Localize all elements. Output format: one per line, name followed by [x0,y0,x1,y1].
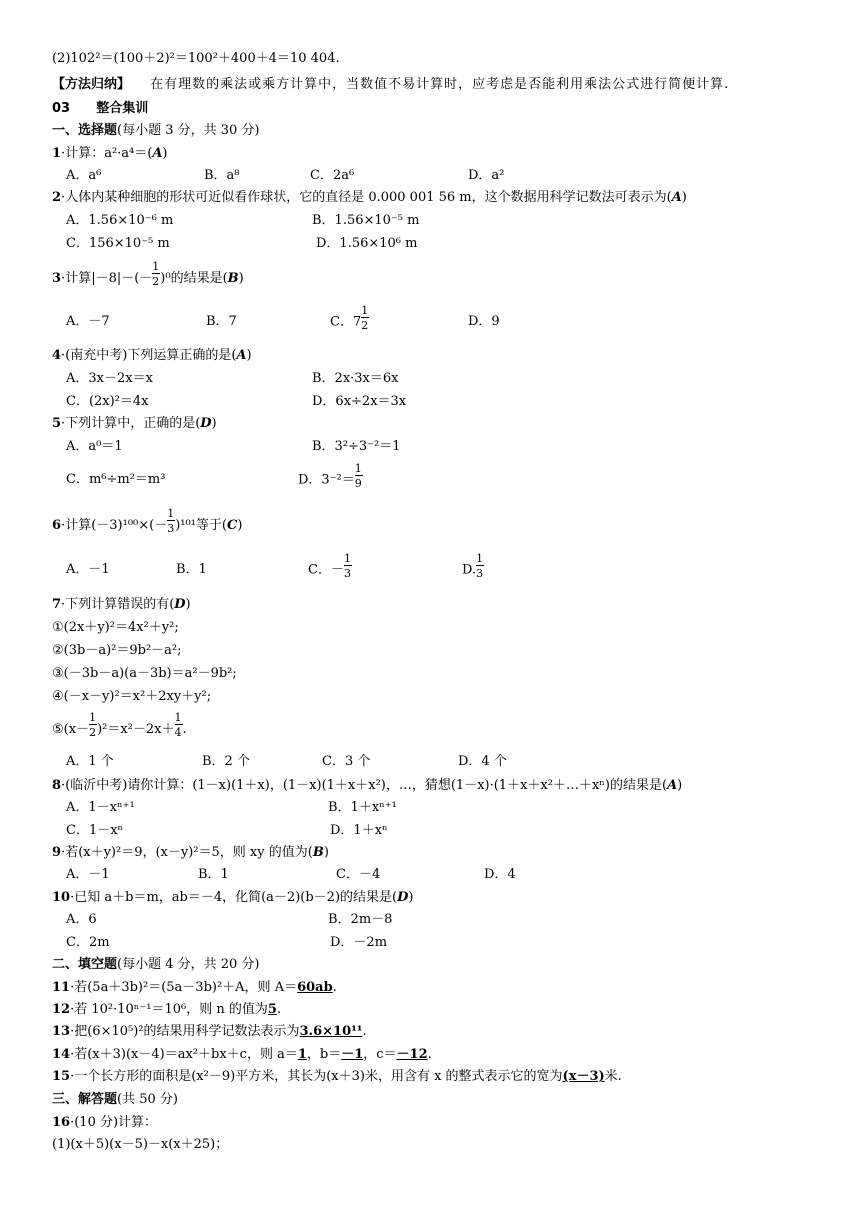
q7-option-b: B．2 个 [202,754,250,769]
part1-note: (每小题 3 分，共 30 分) [117,123,260,138]
q-dot: · [61,190,66,205]
q15-number: 15 [52,1069,71,1084]
section-heading [52,101,148,117]
q13-number: 13 [52,1024,71,1039]
q6-text: 计算(－3)¹⁰⁰×(－ [65,517,168,533]
q4-option-b: B．2x·3x＝6x [312,371,399,386]
q10-option-c: C．2m [66,935,110,950]
q4-answer: A [236,348,247,363]
q1-stem [52,146,168,162]
q5-number: 5 [52,416,62,431]
q6-text2: )¹⁰¹等于( [175,517,227,533]
fraction-denominator: 3 [343,567,351,580]
fraction-denominator: 3 [476,567,484,580]
q6-option-c [308,552,352,580]
q2-option-c: C．156×10⁻⁵ m [66,236,170,251]
q8-option-a: A．1－xⁿ⁺¹ [66,800,135,815]
q7-item-5-part-b: )²＝x²－2x＋ [97,721,175,737]
q8-option-d: D．1＋xⁿ [330,823,388,838]
q3-text: 计算|－8|－(－ [65,270,153,286]
part3-title: 三、解答题 [52,1092,118,1107]
fraction-denominator: 2 [89,726,97,739]
q10-option-a: A．6 [66,912,97,927]
q11-number: 11 [52,980,71,995]
q15 [52,1069,622,1085]
q-dot: · [70,1047,75,1062]
q8-close: ) [677,778,683,793]
q2-option-d: D．1.56×10⁶ m [316,236,418,251]
q9-option-d: D．4 [484,867,516,882]
q12 [52,1002,281,1018]
fraction-numerator: 1 [174,711,182,724]
q7-item-2: ②(3b－a)²＝9b²－a²; [52,643,182,658]
q8-number: 8 [52,778,62,793]
q11-answer: 60ab [297,980,333,995]
q7-item-1: ①(2x＋y)²＝4x²＋y²; [52,620,179,635]
q3-fraction [152,260,160,288]
q4-text: (南充中考)下列运算正确的是( [65,348,237,363]
q10-stem [52,890,413,906]
q3-fraction-numerator: 1 [152,260,160,273]
q2-text: 人体内某种细胞的形状可近似看作球状，它的直径是 0.000 001 56 m，这个数据用科学记数法可表示为( [65,190,672,205]
q4-option-c: C．(2x)²＝4x [66,394,149,409]
q12-number: 12 [52,1002,71,1017]
q9-option-b: B．1 [198,867,229,882]
q7-item-5 [52,711,187,739]
q7-option-a: A．1 个 [66,754,114,769]
q4-option-d: D．6x÷2x＝3x [312,394,407,409]
fraction-denominator: 9 [354,477,362,490]
q-dot: · [70,1069,75,1084]
q7-item-5-end: . [182,721,187,737]
q3-number: 3 [52,270,62,286]
q7-item [52,620,179,636]
q7-item [52,666,237,682]
q6-option-c-fraction [343,552,352,580]
q8-answer: A [667,778,678,793]
q6-option-d-fraction [476,552,484,580]
part1-heading [52,123,260,139]
q9-stem [52,845,329,861]
q10-number: 10 [52,890,71,905]
q-dot: · [70,1024,75,1039]
q3-stem [52,260,244,288]
fraction-denominator: 4 [174,726,182,739]
q16-sub1 [52,1137,228,1153]
q12-text: 若 10²·10ⁿ⁻¹＝10⁶，则 n 的值为 [74,1002,268,1017]
q1-option-d: D．a² [468,168,505,183]
q6-option-c-label: C．－ [308,562,344,578]
q6-answer: C [226,517,238,533]
q5-option-a: A．a⁰＝1 [66,439,123,454]
q7-number: 7 [52,597,62,612]
section-number: 03 [52,101,71,116]
q7-answer: D [174,597,186,612]
q7-item [52,689,211,705]
q6-stem [52,507,243,535]
q2-stem [52,190,687,206]
q1-text: 计算：a²·a⁴＝( [65,146,153,161]
fraction-numerator: 1 [167,507,175,520]
q5-answer: D [200,416,212,431]
q7-option-d: D．4 个 [458,754,507,769]
q5-option-d-fraction [354,462,363,490]
q9-answer: B [312,845,324,860]
q6-option-d [462,552,484,580]
q1-close: ) [162,146,168,161]
q3-fraction-denominator: 2 [152,275,160,288]
q7-item-5-part-a: ⑤(x－ [52,721,90,737]
q4-option-a: A．3x－2x＝x [66,371,153,386]
method-summary [52,77,729,93]
q2-option-b: B．1.56×10⁻⁵ m [312,213,420,228]
section-title: 整合集训 [96,101,149,116]
method-text: 在有理数的乘法或乘方计算中，当数值不易计算时，应考虑是否能利用乘法公式进行简便计算. [150,77,730,92]
q6-option-a: A．－1 [66,562,110,577]
q16-text: (10 分)计算： [74,1115,158,1130]
q7-stem [52,597,191,613]
method-tag: 【方法归纳】 [52,77,131,92]
q14-answer-a: 1 [297,1047,307,1062]
q4-stem [52,348,252,364]
q12-answer: 5 [267,1002,277,1017]
q7-option-c: C．3 个 [322,754,371,769]
q15-answer: (x－3) [562,1069,605,1084]
q-dot: · [61,597,66,612]
fraction-numerator: 1 [89,711,97,724]
q15-text: 一个长方形的面积是(x²－9)平方米，其长为(x＋3)米，用含有 x 的整式表示它的宽为 [74,1069,563,1084]
q5-stem [52,416,217,432]
q3-close: ) [238,270,244,286]
q10-close: ) [408,890,414,905]
q8-text: (临沂中考)请你计算：(1－x)(1＋x)，(1－x)(1＋x＋x²)，…，猜想(1－x)·(1＋x＋x²＋…＋xⁿ)的结果是( [65,778,668,793]
part3-heading [52,1092,178,1108]
q13-text: 把(6×10⁵)²的结果用科学记数法表示为 [74,1024,300,1039]
part2-title: 二、填空题 [52,957,118,972]
q14-mid1: ，b＝ [306,1047,342,1062]
q3-answer: B [227,270,239,286]
q9-close: ) [323,845,329,860]
q7-text: 下列计算错误的有( [65,597,175,612]
q9-option-c: C．－4 [336,867,381,882]
q11 [52,980,337,996]
q6-fraction [167,507,175,535]
q9-option-a: A．－1 [66,867,110,882]
q1-option-c: C．2a⁶ [310,168,355,183]
q6-number: 6 [52,517,62,533]
q4-close: ) [246,348,252,363]
q-dot: · [61,778,66,793]
q-dot: · [61,845,66,860]
q8-option-c: C．1－xⁿ [66,823,124,838]
q14-answer-b: －1 [341,1047,364,1062]
q2-option-a: A．1.56×10⁻⁶ m [66,213,174,228]
q8-stem [52,778,682,794]
q-dot: · [70,1002,75,1017]
q2-number: 2 [52,190,62,205]
q6-option-b: B．1 [176,562,207,577]
q10-answer: D [397,890,409,905]
q-dot: · [61,348,66,363]
q14-mid2: ，c＝ [363,1047,397,1062]
q14-number: 14 [52,1047,71,1062]
q3-option-b: B．7 [206,314,237,329]
fraction-numerator: 1 [361,304,369,317]
q3-option-c-fraction [361,304,369,332]
q10-option-b: B．2m－8 [328,912,393,927]
q5-text: 下列计算中，正确的是( [65,416,201,431]
q10-text: 已知 a＋b＝m，ab＝－4，化简(a－2)(b－2)的结果是( [74,890,398,905]
part1-title: 一、选择题 [52,123,118,138]
q2-close: ) [681,190,687,205]
q3-text2: )⁰的结果是( [160,270,228,286]
q5-option-b: B．3²÷3⁻²＝1 [312,439,401,454]
fraction-numerator: 1 [354,462,362,475]
q11-text: 若(5a＋3b)²＝(5a－3b)²＋A，则 A＝ [74,980,298,995]
fraction-denominator: 3 [167,522,175,535]
intro-line [52,51,340,67]
q13-answer: 3.6×10¹¹ [299,1024,363,1039]
fraction-denominator: 2 [361,319,369,332]
q6-option-d-label: D. [462,562,477,578]
part2-note: (每小题 4 分，共 20 分) [117,957,260,972]
q-dot: · [61,517,66,533]
fraction-numerator: 1 [343,552,351,565]
q14 [52,1047,432,1063]
q3-option-c-label: C．7 [330,314,362,330]
q-dot: · [61,146,66,161]
q10-option-d: D．－2m [330,935,388,950]
q8-option-b: B．1＋xⁿ⁺¹ [328,800,397,815]
q11-end: . [332,980,337,995]
intro-text: (2)102²＝(100＋2)²＝100²＋400＋4＝10 404. [52,51,340,66]
q9-number: 9 [52,845,62,860]
q5-option-d-label: D．3⁻²＝ [298,472,355,488]
q16-stem [52,1115,157,1131]
q7-item-5-fraction-2 [174,711,183,739]
q-dot: · [70,980,75,995]
part3-note: (共 50 分) [117,1092,178,1107]
q16-number: 16 [52,1115,71,1130]
q3-option-a: A．－7 [66,314,110,329]
q5-option-c: C．m⁶÷m²＝m³ [66,472,166,487]
q-dot: · [70,890,75,905]
q13 [52,1024,367,1040]
q14-answer-c: －12 [396,1047,428,1062]
q7-item-3: ③(－3b－a)(a－3b)＝a²－9b²; [52,666,237,681]
q14-text: 若(x＋3)(x－4)＝ax²＋bx＋c，则 a＝ [74,1047,298,1062]
q9-text: 若(x＋y)²＝9，(x－y)²＝5，则 xy 的值为( [65,845,313,860]
q3-option-c [330,304,369,332]
q3-option-d: D．9 [468,314,500,329]
q1-option-a: A．a⁶ [66,168,102,183]
q1-number: 1 [52,146,62,161]
q-dot: · [61,416,66,431]
part2-heading [52,957,260,973]
q7-item-5-fraction-1 [89,711,97,739]
q1-answer: A [152,146,163,161]
q14-end: . [427,1047,432,1062]
q15-end: 米. [604,1069,622,1084]
q4-number: 4 [52,348,62,363]
q7-item [52,643,182,659]
q12-end: . [276,1002,282,1017]
q5-option-d [298,462,363,490]
fraction-numerator: 1 [476,552,484,565]
q16-sub1-text: (1)(x＋5)(x－5)－x(x＋25)； [52,1137,229,1152]
q7-item-4: ④(－x－y)²＝x²＋2xy＋y²; [52,689,212,704]
q-dot: · [70,1115,75,1130]
q1-option-b: B．a⁸ [204,168,240,183]
q5-close: ) [211,416,217,431]
q7-close: ) [185,597,191,612]
q-dot: · [61,270,66,286]
q2-answer: A [671,190,682,205]
q6-close: ) [237,517,243,533]
q13-end: . [362,1024,367,1039]
